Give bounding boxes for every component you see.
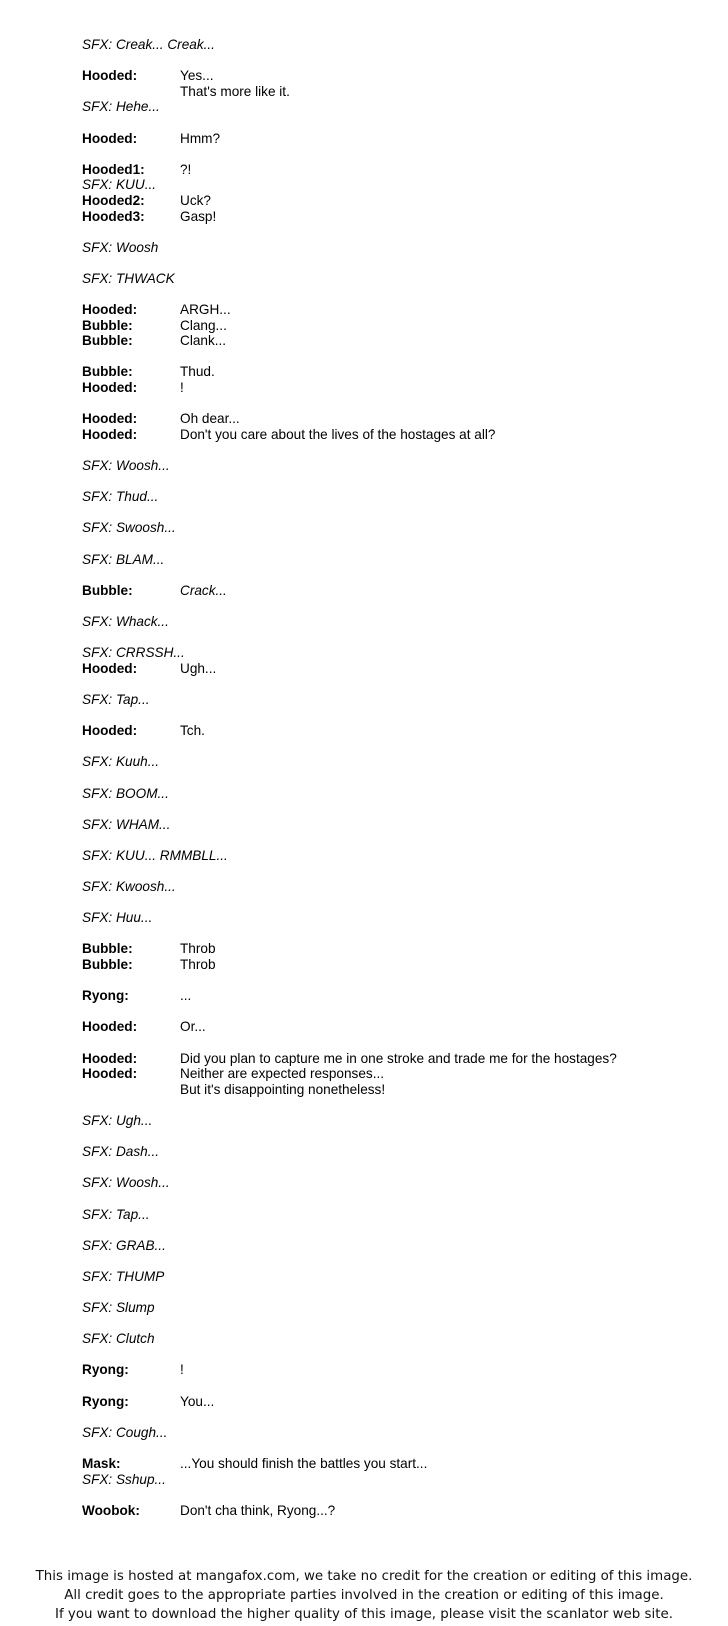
dialogue-text: ! xyxy=(180,1362,184,1378)
sfx-text: SFX: KUU... RMMBLL... xyxy=(82,847,228,863)
dialogue-line xyxy=(82,193,722,209)
blank-line xyxy=(82,1316,722,1332)
speaker-name: Hooded2: xyxy=(82,192,145,208)
dialogue-line xyxy=(82,583,722,599)
sfx-line xyxy=(82,1300,722,1316)
speaker-name: Bubble: xyxy=(82,317,133,333)
dialogue-text: Hmm? xyxy=(180,130,221,146)
speaker-name: Hooded: xyxy=(82,1019,138,1035)
speaker-name: Bubble: xyxy=(82,582,133,598)
speaker-name: Woobok: xyxy=(82,1502,140,1518)
blank-line xyxy=(82,442,722,458)
sfx-line xyxy=(82,910,722,926)
blank-line xyxy=(82,1440,722,1456)
dialogue-line xyxy=(82,333,722,349)
dialogue-line xyxy=(82,1362,722,1378)
sfx-line xyxy=(82,1238,722,1254)
sfx-line xyxy=(82,1269,722,1285)
blank-line xyxy=(82,1035,722,1051)
sfx-line xyxy=(82,1425,722,1441)
blank-line xyxy=(82,598,722,614)
blank-line xyxy=(82,349,722,365)
speaker-name: Bubble: xyxy=(82,941,133,957)
dialogue-line xyxy=(82,1051,722,1067)
blank-line xyxy=(82,1253,722,1269)
blank-line xyxy=(82,1191,722,1207)
dialogue-line xyxy=(82,1456,722,1472)
sfx-text: SFX: BOOM... xyxy=(82,785,169,801)
dialogue-text: ?! xyxy=(180,161,192,177)
sfx-text: SFX: Thud... xyxy=(82,489,159,505)
speaker-name: Hooded: xyxy=(82,130,138,146)
blank-line xyxy=(82,926,722,942)
sfx-line xyxy=(82,614,722,630)
speaker-name: Mask: xyxy=(82,1456,121,1472)
blank-line xyxy=(82,53,722,69)
blank-line xyxy=(82,396,722,412)
dialogue-text: Gasp! xyxy=(180,208,217,224)
sfx-text: SFX: Ugh... xyxy=(82,1112,153,1128)
blank-line xyxy=(82,255,722,271)
blank-line xyxy=(82,770,722,786)
dialogue-text: ... xyxy=(180,988,192,1004)
dialogue-text: Throb xyxy=(180,941,216,957)
speaker-name: Hooded: xyxy=(82,380,138,396)
blank-line xyxy=(82,474,722,490)
sfx-text: SFX: Woosh... xyxy=(82,458,170,474)
sfx-line xyxy=(82,1207,722,1223)
sfx-text: SFX: THUMP xyxy=(82,1268,165,1284)
sfx-text: SFX: Dash... xyxy=(82,1144,160,1160)
speaker-name: Hooded1: xyxy=(82,161,145,177)
dialogue-line xyxy=(82,68,722,84)
speaker-name: Ryong: xyxy=(82,988,129,1004)
sfx-line xyxy=(82,645,722,661)
dialogue-text: ARGH... xyxy=(180,302,231,318)
speaker-name: Hooded3: xyxy=(82,208,145,224)
dialogue-text: ! xyxy=(180,380,184,396)
speaker-name: Bubble: xyxy=(82,364,133,380)
dialogue-text: Don't you care about the lives of the hostages at all? xyxy=(180,426,496,442)
dialogue-line xyxy=(82,1019,722,1035)
sfx-line xyxy=(82,489,722,505)
sfx-text: SFX: THWACK xyxy=(82,270,175,286)
dialogue-text: Oh dear... xyxy=(180,411,240,427)
dialogue-line xyxy=(82,1066,722,1082)
dialogue-line xyxy=(82,988,722,1004)
speaker-name: Ryong: xyxy=(82,1393,129,1409)
dialogue-text: But it's disappointing nonetheless! xyxy=(180,1081,386,1097)
sfx-text: SFX: BLAM... xyxy=(82,551,165,567)
sfx-line xyxy=(82,99,722,115)
dialogue-text: Crack... xyxy=(180,582,227,598)
dialogue-line xyxy=(82,723,722,739)
sfx-text: SFX: Swoosh... xyxy=(82,520,176,536)
sfx-text: SFX: Slump xyxy=(82,1300,155,1316)
dialogue-text: Uck? xyxy=(180,192,211,208)
sfx-line xyxy=(82,240,722,256)
sfx-line xyxy=(82,848,722,864)
dialogue-text: That's more like it. xyxy=(180,83,290,99)
dialogue-line xyxy=(82,380,722,396)
script-transcript xyxy=(82,37,722,1518)
sfx-line xyxy=(82,520,722,536)
speaker-name xyxy=(82,1082,180,1098)
dialogue-line xyxy=(82,1394,722,1410)
dialogue-text: Clank... xyxy=(180,333,227,349)
sfx-line xyxy=(82,817,722,833)
sfx-line xyxy=(82,458,722,474)
blank-line xyxy=(82,536,722,552)
disclaimer-line: All credit goes to the appropriate parties involved in the creation or editing of this image. xyxy=(64,1588,664,1603)
sfx-text: SFX: Woosh... xyxy=(82,1175,170,1191)
dialogue-line xyxy=(82,209,722,225)
sfx-text: SFX: Tap... xyxy=(82,1206,150,1222)
speaker-name: Hooded: xyxy=(82,68,138,84)
dialogue-line xyxy=(82,427,722,443)
sfx-text: SFX: Clutch xyxy=(82,1331,155,1347)
disclaimer-line: If you want to download the higher quality of this image, please visit the scanlator web site. xyxy=(55,1607,673,1622)
sfx-line xyxy=(82,879,722,895)
sfx-line xyxy=(82,1175,722,1191)
speaker-name: Bubble: xyxy=(82,333,133,349)
blank-line xyxy=(82,287,722,303)
sfx-line xyxy=(82,177,722,193)
dialogue-line xyxy=(82,131,722,147)
blank-line xyxy=(82,115,722,131)
blank-line xyxy=(82,1129,722,1145)
dialogue-text: Or... xyxy=(180,1019,206,1035)
dialogue-line xyxy=(82,318,722,334)
blank-line xyxy=(82,895,722,911)
sfx-text: SFX: KUU... xyxy=(82,177,157,193)
sfx-line xyxy=(82,552,722,568)
dialogue-line xyxy=(82,661,722,677)
sfx-text: SFX: Sshup... xyxy=(82,1471,166,1487)
blank-line xyxy=(82,863,722,879)
blank-line xyxy=(82,505,722,521)
blank-line xyxy=(82,739,722,755)
speaker-name: Bubble: xyxy=(82,957,133,973)
dialogue-line xyxy=(82,302,722,318)
sfx-line xyxy=(82,692,722,708)
dialogue-line xyxy=(82,411,722,427)
speaker-name xyxy=(82,84,180,100)
sfx-text: SFX: Tap... xyxy=(82,691,150,707)
sfx-text: SFX: Kuuh... xyxy=(82,754,160,770)
dialogue-line xyxy=(82,364,722,380)
sfx-text: SFX: Hehe... xyxy=(82,99,160,115)
blank-line xyxy=(82,630,722,646)
sfx-line xyxy=(82,1113,722,1129)
dialogue-text: Thud. xyxy=(180,364,215,380)
dialogue-text: Throb xyxy=(180,957,216,973)
sfx-line xyxy=(82,754,722,770)
dialogue-line xyxy=(82,162,722,178)
blank-line xyxy=(82,1097,722,1113)
blank-line xyxy=(82,224,722,240)
speaker-name: Hooded: xyxy=(82,723,138,739)
blank-line xyxy=(82,1285,722,1301)
blank-line xyxy=(82,708,722,724)
sfx-line xyxy=(82,1144,722,1160)
sfx-text: SFX: CRRSSH... xyxy=(82,645,185,661)
speaker-name: Hooded: xyxy=(82,1066,138,1082)
sfx-text: SFX: Kwoosh... xyxy=(82,879,176,895)
sfx-line xyxy=(82,271,722,287)
sfx-text: SFX: Cough... xyxy=(82,1424,168,1440)
dialogue-line xyxy=(82,941,722,957)
dialogue-line xyxy=(82,84,722,100)
dialogue-line xyxy=(82,957,722,973)
sfx-text: SFX: Woosh xyxy=(82,239,159,255)
dialogue-text: Did you plan to capture me in one stroke and trade me for the hostages? xyxy=(180,1050,617,1066)
dialogue-text: ...You should finish the battles you start... xyxy=(180,1456,428,1472)
sfx-text: SFX: Whack... xyxy=(82,613,169,629)
speaker-name: Hooded: xyxy=(82,302,138,318)
blank-line xyxy=(82,1409,722,1425)
dialogue-line xyxy=(82,1082,722,1098)
speaker-name: Hooded: xyxy=(82,411,138,427)
sfx-text: SFX: Huu... xyxy=(82,910,153,926)
blank-line xyxy=(82,1487,722,1503)
dialogue-text: Yes... xyxy=(180,68,214,84)
dialogue-line xyxy=(82,1503,722,1519)
dialogue-text: Don't cha think, Ryong...? xyxy=(180,1502,336,1518)
blank-line xyxy=(82,1378,722,1394)
blank-line xyxy=(82,567,722,583)
blank-line xyxy=(82,1004,722,1020)
dialogue-text: Clang... xyxy=(180,317,227,333)
disclaimer-line: This image is hosted at mangafox.com, we take no credit for the creation or editing of this image. xyxy=(35,1569,693,1584)
speaker-name: Hooded: xyxy=(82,660,138,676)
sfx-line xyxy=(82,37,722,53)
sfx-text: SFX: Creak... Creak... xyxy=(82,37,215,52)
blank-line xyxy=(82,676,722,692)
speaker-name: Hooded: xyxy=(82,426,138,442)
speaker-name: Ryong: xyxy=(82,1362,129,1378)
dialogue-text: Tch. xyxy=(180,723,205,739)
dialogue-text: Neither are expected responses... xyxy=(180,1066,385,1082)
speaker-name: Hooded: xyxy=(82,1050,138,1066)
dialogue-text: Ugh... xyxy=(180,660,217,676)
blank-line xyxy=(82,1347,722,1363)
sfx-text: SFX: GRAB... xyxy=(82,1237,166,1253)
sfx-line xyxy=(82,1331,722,1347)
hosting-disclaimer xyxy=(0,1567,728,1624)
sfx-line xyxy=(82,786,722,802)
blank-line xyxy=(82,832,722,848)
dialogue-text: You... xyxy=(180,1393,215,1409)
blank-line xyxy=(82,973,722,989)
blank-line xyxy=(82,1222,722,1238)
sfx-text: SFX: WHAM... xyxy=(82,816,171,832)
blank-line xyxy=(82,801,722,817)
sfx-line xyxy=(82,1472,722,1488)
blank-line xyxy=(82,1160,722,1176)
blank-line xyxy=(82,146,722,162)
